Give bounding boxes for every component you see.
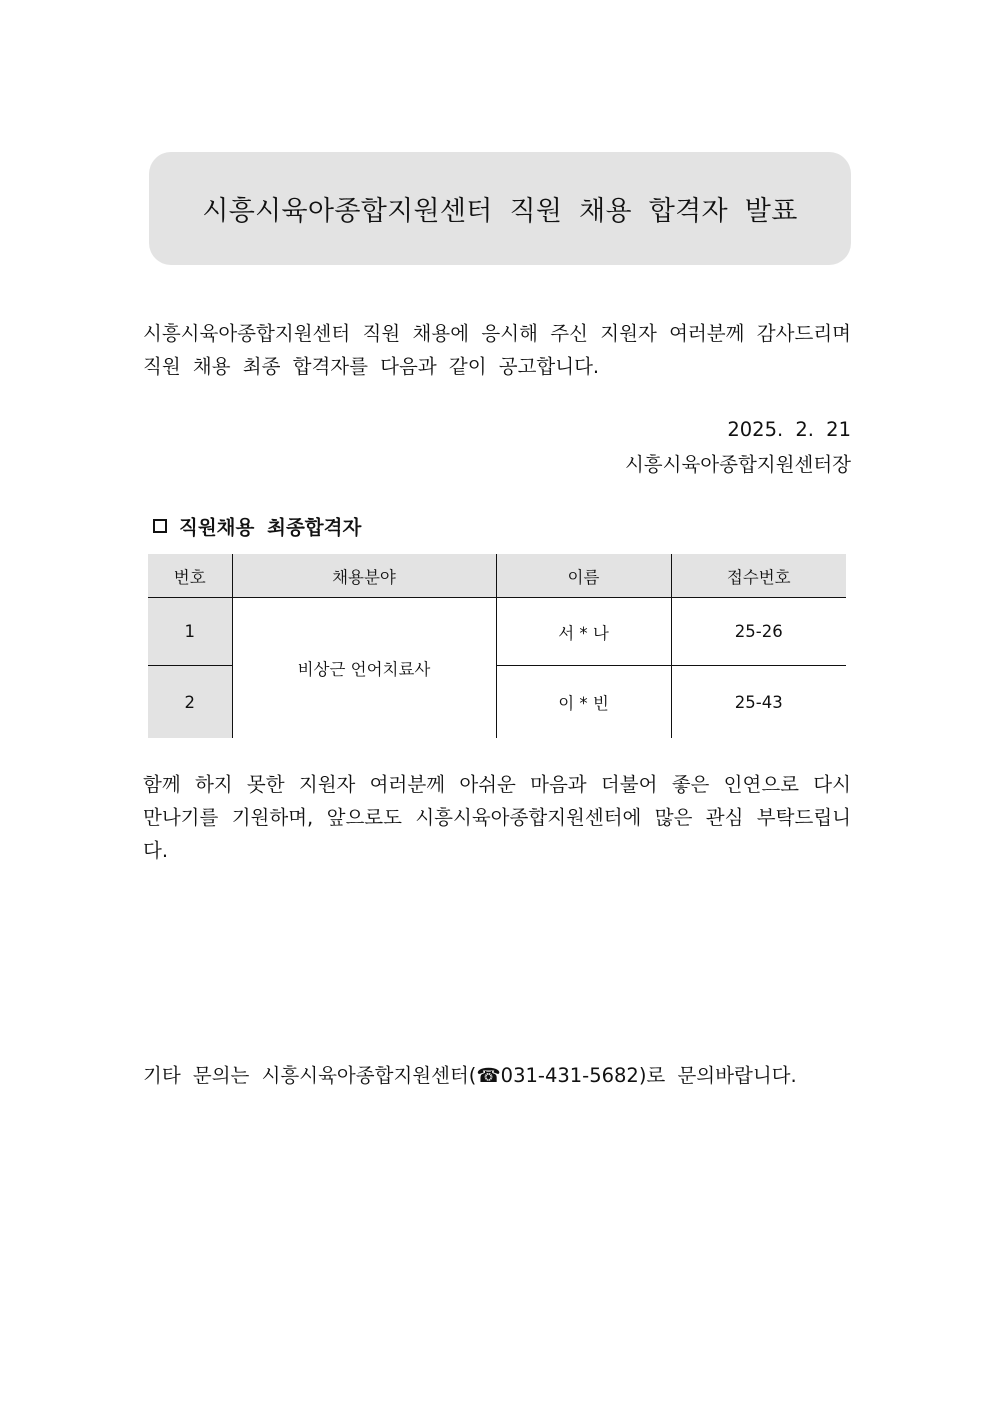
receipt-number: 25-43 bbox=[671, 666, 846, 739]
header-receipt: 접수번호 bbox=[671, 554, 846, 598]
header-field: 채용분야 bbox=[232, 554, 496, 598]
header-number: 번호 bbox=[148, 554, 232, 598]
section-heading bbox=[153, 512, 361, 540]
title-banner bbox=[149, 152, 851, 265]
intro-paragraph: 시흥시육아종합지원센터 직원 채용에 응시해 주신 지원자 여러분께 감사드리며 직원 채용 최종 합격자를 다음과 같이 공고합니다. bbox=[143, 322, 851, 378]
table-header-row bbox=[148, 554, 846, 598]
closing-paragraph: 함께 하지 못한 지원자 여러분께 아쉬운 마음과 더불어 좋은 인연으로 다시 만나기를 기원하며, 앞으로도 시흥시육아종합지원센터에 많은 관심 부탁드립니다. bbox=[143, 773, 851, 862]
field-cell: 비상근 언어치료사 bbox=[232, 598, 496, 739]
table-row bbox=[148, 598, 846, 666]
applicant-name: 이 * 빈 bbox=[496, 666, 671, 739]
announcement-date: 2025. 2. 21 bbox=[727, 418, 851, 441]
applicant-name: 서 * 나 bbox=[496, 598, 671, 666]
row-number: 1 bbox=[148, 598, 232, 666]
section-heading-text: 직원채용 최종합격자 bbox=[179, 516, 362, 539]
signer: 시흥시육아종합지원센터장 bbox=[624, 453, 851, 476]
page-title: 시흥시육아종합지원센터 직원 채용 합격자 발표 bbox=[202, 196, 798, 227]
contact-info: 기타 문의는 시흥시육아종합지원센터(☎031-431-5682)로 문의바랍니다. bbox=[143, 1064, 797, 1087]
row-number: 2 bbox=[148, 666, 232, 739]
receipt-number: 25-26 bbox=[671, 598, 846, 666]
header-name: 이름 bbox=[496, 554, 671, 598]
result-table bbox=[148, 554, 846, 738]
square-bullet-icon bbox=[153, 519, 167, 533]
